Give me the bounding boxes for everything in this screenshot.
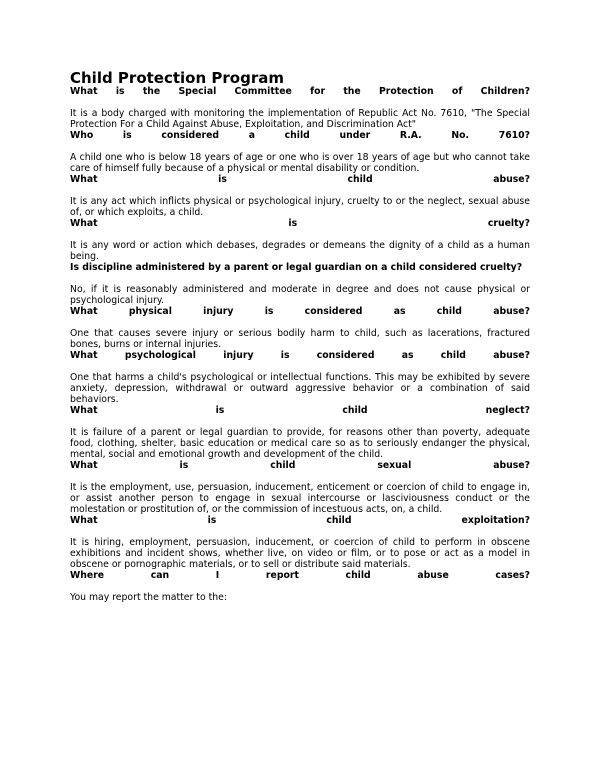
answer-7: One that harms a child's psychological or intellectual functions. This may be exhibited by severe anxiety, depression, withdrawal or outward aggressive behavior or a combination of said behaviors.	[70, 372, 530, 405]
document-title: Child Protection Program	[70, 69, 284, 87]
question-4: What is cruelty?	[70, 218, 530, 229]
document-body	[70, 70, 530, 603]
answer-8: It is failure of a parent or legal guardian to provide, for reasons other than poverty, adequate food, clothing, shelter, basic education or medical care so as to seriously endanger the physical, mental, social and emotional growth and development of the child.	[70, 427, 530, 460]
question-8: What is child neglect?	[70, 405, 530, 416]
answer-2: A child one who is below 18 years of age or one who is over 18 years of age but who cannot take care of himself fully because of a physical or mental disability or condition.	[70, 152, 530, 174]
answer-10: It is hiring, employment, persuasion, inducement, or coercion of child to perform in obscene exhibitions and incident shows, whether live, on video or film, or to pose or act as a model in obscene or pornographic materials, or to sell or distribute said materials.	[70, 537, 530, 570]
question-2: Who is considered a child under R.A. No. 7610?	[70, 130, 530, 141]
answer-3: It is any act which inflicts physical or psychological injury, cruelty to or the neglect, sexual abuse of, or which exploits, a child.	[70, 196, 530, 218]
question-3: What is child abuse?	[70, 174, 530, 185]
question-11: Where can I report child abuse cases?	[70, 570, 530, 581]
answer-11: You may report the matter to the:	[70, 592, 227, 603]
answer-4: It is any word or action which debases, degrades or demeans the dignity of a child as a human being.	[70, 240, 530, 262]
answer-6: One that causes severe injury or serious bodily harm to child, such as lacerations, fractured bones, burns or internal injuries.	[70, 328, 530, 350]
question-5: Is discipline administered by a parent or legal guardian on a child considered cruelty?	[70, 262, 523, 273]
answer-9: It is the employment, use, persuasion, inducement, enticement or coercion of child to engage in, or assist another person to engage in sexual intercourse or lasciviousness conduct or the molestation or prostitution of, or the commission of incestuous acts, on, a child.	[70, 482, 530, 515]
question-1: What is the Special Committee for the Protection of Children?	[70, 86, 530, 97]
question-9: What is child sexual abuse?	[70, 460, 530, 471]
answer-5: No, if it is reasonably administered and moderate in degree and does not cause physical or psychological injury.	[70, 284, 530, 306]
question-10: What is child exploitation?	[70, 515, 530, 526]
answer-1: It is a body charged with monitoring the implementation of Republic Act No. 7610, "The Special Protection For a Child Against Abuse, Exploitation, and Discrimination Act"	[70, 108, 530, 130]
question-6: What physical injury is considered as child abuse?	[70, 306, 530, 317]
question-7: What psychological injury is considered as child abuse?	[70, 350, 530, 361]
